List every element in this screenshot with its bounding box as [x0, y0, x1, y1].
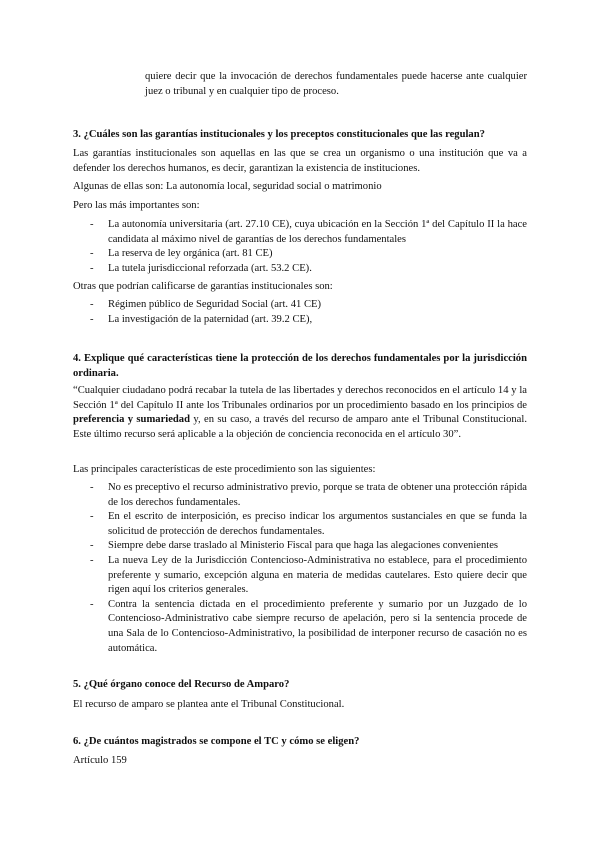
section-3-paragraph-3: Pero las más importantes son:	[73, 200, 200, 211]
list-item: - La reserva de ley orgánica (art. 81 CE)	[90, 248, 273, 260]
section-6-heading: 6. ¿De cuántos magistrados se compone el TC y cómo se eligen?	[73, 736, 360, 747]
list-item: - Siempre debe darse traslado al Ministerio Fiscal para que haga las alegaciones convenientes	[90, 540, 499, 552]
section-6-paragraph-1: Artículo 159	[73, 755, 127, 766]
section-5-paragraph-1: El recurso de amparo se plantea ante el Tribunal Constitucional.	[73, 699, 345, 710]
section-3-heading: 3. ¿Cuáles son las garantías institucionales y los preceptos constitucionales que las regulan?	[73, 129, 485, 140]
list-item: - No es preceptivo el recurso administrativo previo, porque se trata de obtener una protección rápida de los derechos fundamentales.	[90, 482, 527, 508]
section-4-list	[73, 481, 527, 656]
list-item: - La nueva Ley de la Jurisdicción Contencioso-Administrativa no establece, para el procedimiento preferente y sumario, excepción alguna en materia de medidas cautelares. Esto quiere decir que rigen aquí los criterios generales.	[90, 554, 527, 596]
section-3-paragraph-2: Algunas de ellas son: La autonomía local, seguridad social o matrimonio	[73, 181, 382, 192]
section-3-list-1	[73, 218, 527, 276]
list-item: - Régimen público de Seguridad Social (art. 41 CE)	[90, 299, 322, 310]
list-item: - La investigación de la paternidad (art. 39.2 CE),	[90, 313, 313, 325]
section-3-list-2	[73, 298, 527, 327]
section-3-paragraph-1: Las garantías institucionales son aquellas en las que se crea un organismo o una institución que va a defender los derechos humanos, es decir, garantizan la existencia de instituciones.	[73, 148, 527, 174]
section-5-heading: 5. ¿Qué órgano conoce del Recurso de Amparo?	[73, 679, 290, 690]
quote-emphasis: preferencia y sumariedad	[73, 414, 190, 426]
intro-paragraph: quiere decir que la invocación de derechos fundamentales puede hacerse ante cualquier juez o tribunal y en cualquier tipo de proceso.	[145, 71, 527, 97]
list-item: - La tutela jurisdiccional reforzada (art. 53.2 CE).	[90, 262, 312, 274]
section-4-heading: 4. Explique qué características tiene la protección de los derechos fundamentales por la jurisdicción ordinaria.	[73, 353, 527, 379]
section-4-paragraph-1: Las principales características de este procedimiento son las siguientes:	[73, 464, 376, 475]
section-3-paragraph-4: Otras que podrían calificarse de garantías institucionales son:	[73, 281, 333, 292]
list-item: - En el escrito de interposición, es preciso indicar los argumentos sustanciales en que se funda la solicitud de protección de derechos fundamentales.	[90, 511, 527, 537]
list-item: - Contra la sentencia dictada en el procedimiento preferente y sumario por un Juzgado de lo Contencioso-Administrativo cabe siempre recurso de apelación, pero si la sentencia procede de una Sala de lo Contencioso-Administrativo, la posibilidad de interponer recurso de casación no es automática.	[90, 598, 527, 654]
list-item: - La autonomía universitaria (art. 27.10 CE), cuya ubicación en la Sección 1ª del Capítulo II la hace candidata al máximo nivel de garantías de los derechos fundamentales	[90, 219, 527, 245]
section-4-quote: “Cualquier ciudadano podrá recabar la tutela de las libertades y derechos reconocidos en el artículo 14 y la Sección 1ª del Capítulo II ante los Tribunales ordinarios por un procedimiento basado en los principios de preferencia y sumariedad y, en su caso, a través del recurso de amparo ante el Tribunal Constitucional. Este último recurso será aplicable a la objeción de conciencia reconocida en el artículo 30”.	[73, 385, 527, 440]
